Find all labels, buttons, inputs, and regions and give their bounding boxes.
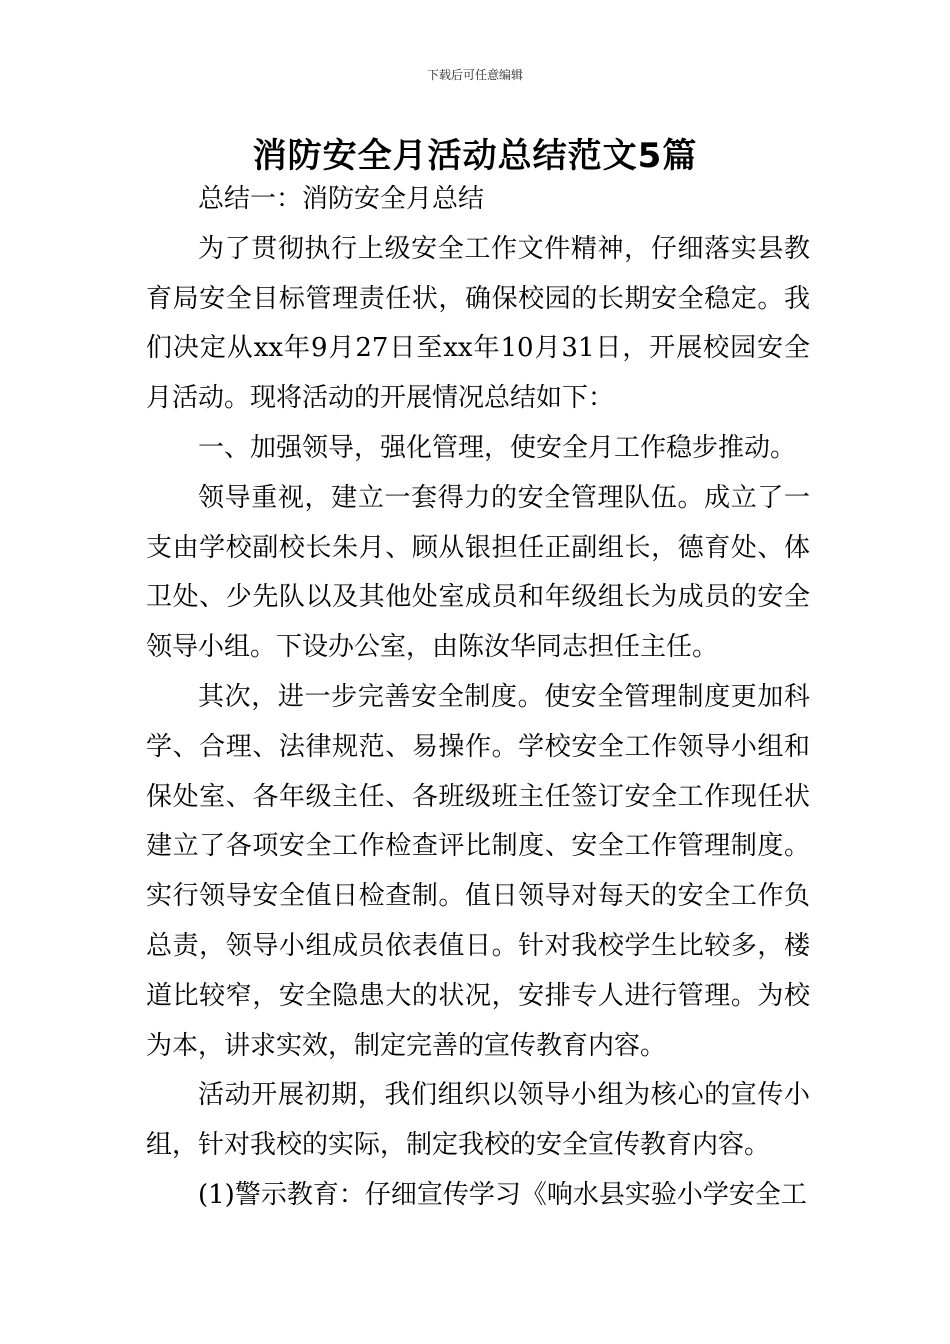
paragraph: 为了贯彻执行上级安全工作文件精神，仔细落实县教育局安全目标管理责任状，确保校园的长期安全稳定。我们决定从xx年9月27日至xx年10月31日，开展校园安全月活动。现将活动的开展情况总结如下： bbox=[146, 233, 810, 414]
paragraph: (1)警示教育：仔细宣传学习《响水县实验小学安全工 bbox=[198, 1179, 807, 1210]
header-note: 下载后可任意编辑 bbox=[426, 68, 523, 82]
document-title: 消防安全月活动总结范文5篇 bbox=[252, 136, 698, 176]
paragraph: 活动开展初期，我们组织以领导小组为核心的宣传小组，针对我校的实际，制定我校的安全宣传教育内容。 bbox=[146, 1080, 810, 1161]
section-heading: 总结一：消防安全月总结 bbox=[198, 184, 485, 214]
paragraph: 一、加强领导，强化管理，使安全月工作稳步推动。 bbox=[198, 432, 797, 463]
paragraph: 领导重视，建立一套得力的安全管理队伍。成立了一支由学校副校长朱月、顾从银担任正副组长，德育处、体卫处、少先队以及其他处室成员和年级组长为成员的安全领导小组。下设办公室，由陈汝华同志担任主任。 bbox=[146, 482, 810, 663]
paragraph: 其次，进一步完善安全制度。使安全管理制度更加科学、合理、法律规范、易操作。学校安全工作领导小组和保处室、各年级主任、各班级班主任签订安全工作现任状建立了各项安全工作检查评比制度、安全工作管理制度。实行领导安全值日检查制。值日领导对每天的安全工作负总责，领导小组成员依表值日。针对我校学生比较多，楼道比较窄，安全隐患大的状况，安排专人进行管理。为校为本，讲求实效，制定完善的宣传教育内容。 bbox=[146, 681, 810, 1061]
document-body bbox=[146, 175, 810, 1221]
